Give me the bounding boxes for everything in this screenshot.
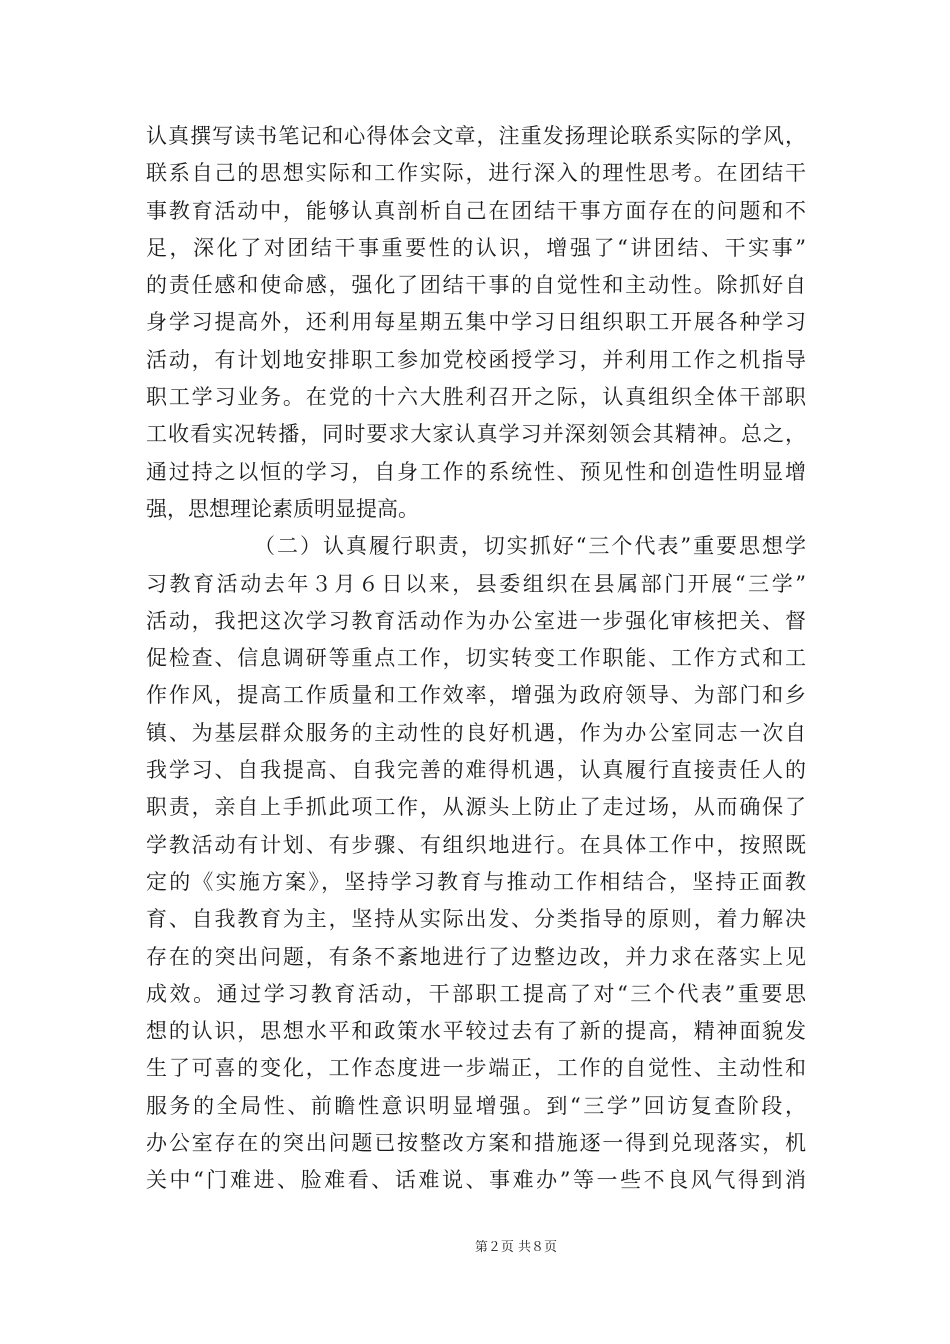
text-line: 习教育活动去年３月６日以来，县委组织在县属部门开展“三学” xyxy=(146,571,806,596)
text-line: 足，深化了对团结干事重要性的认识，增强了“讲团结、干实事” xyxy=(146,235,806,260)
text-line: 服务的全局性、前瞻性意识明显增强。到“三学”回访复查阶段， xyxy=(146,1093,806,1118)
text-line: 成效。通过学习教育活动，干部职工提高了对“三个代表”重要思 xyxy=(146,981,806,1006)
paragraph-end-line: 强，思想理论素质明显提高。 xyxy=(146,496,419,521)
text-line: 促检查、信息调研等重点工作，切实转变工作职能、工作方式和工 xyxy=(146,646,806,671)
text-line: 工收看实况转播，同时要求大家认真学习并深刻领会其精神。总之， xyxy=(146,422,806,447)
text-line: 镇、为基层群众服务的主动性的良好机遇，作为办公室同志一次自 xyxy=(146,720,806,745)
body-text xyxy=(146,118,806,1200)
text-line: 我学习、自我提高、自我完善的难得机遇，认真履行直接责任人的 xyxy=(146,758,806,783)
text-line: 活动，有计划地安排职工参加党校函授学习，并利用工作之机指导 xyxy=(146,347,806,372)
text-line: 存在的突出问题，有条不紊地进行了边整边改，并力求在落实上见 xyxy=(146,944,806,969)
text-line: 职工学习业务。在党的十六大胜利召开之际，认真组织全体干部职 xyxy=(146,385,806,410)
text-line: 通过持之以恒的学习，自身工作的系统性、预见性和创造性明显增 xyxy=(146,459,806,484)
text-line: 定的《实施方案》，坚持学习教育与推动工作相结合，坚持正面教 xyxy=(146,869,806,894)
text-line: 身学习提高外，还利用每星期五集中学习日组织职工开展各种学习 xyxy=(146,310,806,335)
page-number-footer: 第２页 共８页 xyxy=(474,1240,558,1255)
text-line: 活动，我把这次学习教育活动作为办公室进一步强化审核把关、督 xyxy=(146,608,806,633)
text-line: 生了可喜的变化，工作态度进一步端正，工作的自觉性、主动性和 xyxy=(146,1056,806,1081)
text-line: 事教育活动中，能够认真剖析自己在团结干事方面存在的问题和不 xyxy=(146,198,806,223)
text-line: 职责，亲自上手抓此项工作，从源头上防止了走过场，从而确保了 xyxy=(146,795,806,820)
text-line: 认真撰写读书笔记和心得体会文章，注重发扬理论联系实际的学风， xyxy=(146,124,806,148)
text-line: 关中“门难进、脸难看、话难说、事难办”等一些不良风气得到消 xyxy=(146,1168,806,1193)
text-line: 的责任感和使命感，强化了团结干事的自觉性和主动性。除抓好自 xyxy=(146,273,806,298)
text-line: 学教活动有计划、有步骤、有组织地进行。在具体工作中，按照既 xyxy=(146,832,806,857)
text-line: 想的认识，思想水平和政策水平较过去有了新的提高，精神面貌发 xyxy=(146,1019,806,1044)
text-line: 作作风，提高工作质量和工作效率，增强为政府领导、为部门和乡 xyxy=(146,683,806,708)
text-line: 联系自己的思想实际和工作实际，进行深入的理性思考。在团结干 xyxy=(146,161,806,186)
text-line: 育、自我教育为主，坚持从实际出发、分类指导的原则，着力解决 xyxy=(146,907,806,932)
section-heading-line: （二）认真履行职责，切实抓好“三个代表”重要思想学 xyxy=(254,534,806,559)
text-line: 办公室存在的突出问题已按整改方案和措施逐一得到兑现落实，机 xyxy=(146,1131,806,1156)
